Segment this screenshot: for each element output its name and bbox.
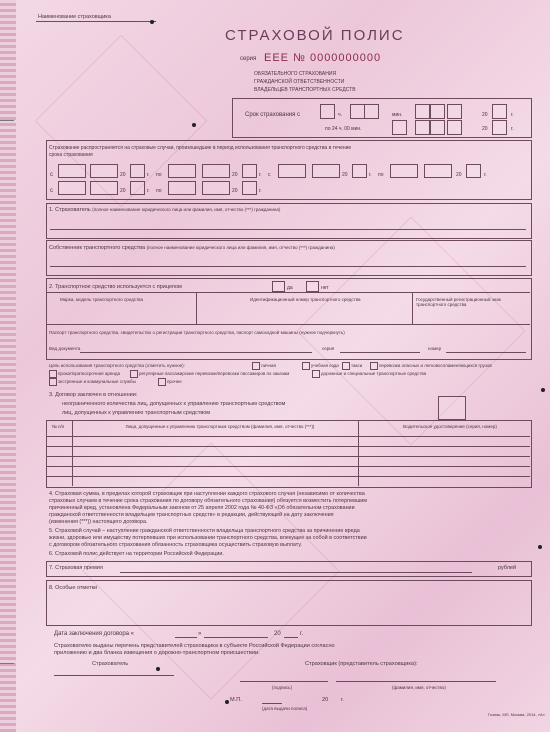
coverage-year-1: 20 [120,172,126,178]
issue-g-label: г. [341,697,344,703]
drivers-section-label: 3. Договор заключен в отношении: [49,392,138,398]
reference-tick [0,663,14,664]
contract-g-label: г. [300,631,304,637]
term-to-year-cell[interactable] [492,120,507,135]
coverage-to-cell-2[interactable] [202,164,230,178]
coverage-year-6: 20 [232,188,238,194]
term-to-day-cell-2[interactable] [415,120,430,135]
purpose-checkbox[interactable] [312,370,320,378]
coverage-po-2: по [378,172,384,178]
coverage-year-cell-6[interactable] [242,181,257,195]
coverage-to-cell-5[interactable] [168,181,196,195]
drivers-col-license: Водительское удостоверение (серия, номер) [403,424,497,429]
purpose-checkbox[interactable] [370,362,378,370]
term-to-month-cell-2[interactable] [447,120,462,135]
insurant-section [49,207,280,213]
coverage-g-5: г. [147,188,150,194]
coverage-to-cell-6[interactable] [202,181,230,195]
contract-month-line[interactable] [204,637,268,638]
term-min-label: мин. [392,112,403,118]
number-sign: № [293,52,306,64]
policy-serial [264,52,381,64]
term-day-cell-2[interactable] [430,104,445,119]
vehicle-doc-label: Вид документа [49,346,81,351]
coverage-g-6: г. [259,188,262,194]
coverage-year-cell-3[interactable] [352,164,367,178]
purpose-opt-personal: личная [261,363,276,368]
footer-list-2: приложению и два бланка извещения о дорожно-транспортном происшествии. [54,650,260,656]
table-row [46,436,530,437]
drivers-col-no: № п/п [52,424,65,429]
s4-line-3: причиненный вред, установлена Федеральным законом от 25 апреля 2002 года № 40-ФЗ «Об обязательном страховании [49,505,355,511]
reference-mark [156,667,160,671]
sign-hint: (подпись) [272,685,293,690]
insurant-hint: (полное наименование юридического лица или фамилия, имя, отчество (***) гражданина) [92,207,281,212]
coverage-from-cell-3[interactable] [278,164,306,178]
coverage-from-cell-6[interactable] [90,181,118,195]
drivers-unlimited: неограниченного количества лиц, допущенных к управлению транспортным средством [62,401,286,407]
term-h-label: ч. [338,112,342,118]
trailer-yes-checkbox[interactable] [272,281,285,292]
term-to-day-cell[interactable] [392,120,407,135]
trailer-no-label: нет [321,285,329,291]
premium-box [46,561,532,577]
table-row [46,446,530,447]
purpose-checkbox[interactable] [49,378,57,386]
purpose-opt-emergency: экстренные и коммунальные службы [58,379,136,384]
coverage-s-2: с [268,172,271,178]
reference-mark [225,700,229,704]
drivers-unlimited-checkbox[interactable] [438,396,466,420]
vehicle-col-plate: Государственный регистрационный знак транспортного средства [416,297,501,307]
coverage-g-2: г. [259,172,262,178]
insurant-label: 1. Страхователь [49,207,91,213]
vehicle-series-label: серия [322,346,335,351]
term-g-label: г. [511,112,514,118]
fio-hint: (фамилия, имя, отчество) [392,685,446,690]
owner-input-line[interactable] [50,266,526,267]
table-row [46,456,530,457]
trailer-yes-label: да [287,285,293,291]
term-to-g-label: г. [511,126,514,132]
coverage-g-4: г. [484,172,487,178]
s5-line-1: 5. Страховой случай – наступление гражданской ответственности владельца транспортного средства за причинение вреда [49,528,360,534]
s5-line-3: с договором обязательного страхования обязанность страховщика осуществить страховую выплату. [49,542,302,548]
reference-mark [150,20,154,24]
premium-label: 7. Страховая премия [49,565,103,571]
vehicle-series-line[interactable] [340,352,420,353]
purpose-opt-regular: регулярные пассажирские перевозки/перевозки пассажиров по заказам [139,371,290,376]
purpose-opt-training: учебная езда [311,363,339,368]
premium-input-line[interactable] [120,572,472,573]
stamp-label: М.П. [230,697,242,703]
owner-label: Собственник транспортного средства [49,245,146,251]
special-notes-label: 8. Особые отметки [49,585,98,591]
vehicle-divider-2 [46,324,530,325]
s6-line: 6. Страховой полис действует на территории Российской Федерации. [49,551,224,557]
premium-unit: рублей [498,565,517,571]
coverage-to-cell-1[interactable] [168,164,196,178]
term-label: Срок страхования с [245,112,301,118]
number-value: 0000000000 [309,52,382,64]
contract-day-line[interactable] [175,637,197,638]
drivers-table [46,420,532,488]
vehicle-doc-line[interactable] [80,352,312,353]
coverage-s-1: с [50,172,53,178]
purpose-checkbox[interactable] [49,370,57,378]
subtitle-1: ОБЯЗАТЕЛЬНОГО СТРАХОВАНИЯ [254,71,337,77]
coverage-text-1: Страхование распространяется на страховые случаи, произошедшие в период использования транспортного средства в течение [49,145,352,151]
subtitle-2: ГРАЖДАНСКОЙ ОТВЕТСТВЕННОСТИ [254,79,345,85]
term-day-cell[interactable] [415,104,430,119]
coverage-year-5: 20 [120,188,126,194]
insurer-name-label: Наименование страховщика [38,14,111,20]
issue-date-hint: (дата выдачи полиса) [262,706,308,711]
term-box [232,98,532,138]
term-month-cell[interactable] [447,104,462,119]
purpose-opt-road: дорожные и специальные транспортные средства [321,371,427,376]
security-stripe [0,0,16,732]
term-year-cell[interactable] [492,104,507,119]
coverage-from-cell-4[interactable] [312,164,340,178]
contract-year-prefix: 20 [274,631,281,637]
drivers-col-name: Лица, допущенные к управлению транспортным средством (фамилия, имя, отчество (***)) [125,424,315,429]
coverage-year-4: 20 [456,172,462,178]
coverage-year-cell-5[interactable] [130,181,145,195]
s4-line-1: 4. Страховая сумма, в пределах которой страховщик при наступлении каждого страхового случая (независимо от количества [49,491,365,497]
vehicle-col-divider-1 [196,292,197,324]
insurer-signature-line[interactable] [240,681,328,682]
contract-date-label: Дата заключения договора « [54,631,135,637]
coverage-year-2: 20 [232,172,238,178]
insurant-signature-label: Страхователь [92,661,129,667]
coverage-g-1: г. [147,172,150,178]
term-hour-cell[interactable] [320,104,335,119]
subtitle-3: ВЛАДЕЛЬЦЕВ ТРАНСПОРТНЫХ СРЕДСТВ [254,87,356,93]
term-to-label: по 24 ч. 00 мин. [325,126,362,132]
purpose-label: Цель использования транспортного средства (отметить нужное): [49,363,185,368]
vehicle-col-vin: Идентификационный номер транспортного средства [250,297,361,302]
purpose-opt-taxi: такси [351,363,363,368]
drivers-limited: лиц, допущенных к управлению транспортным средством [62,410,211,416]
trailer-label: 2. Транспортное средство используется с прицепом [49,284,182,290]
purpose-opt-dangerous: перевозка опасных и легковоспламеняющихся грузов [379,363,492,368]
owner-section [49,245,335,251]
series-value: ЕЕЕ [264,52,290,64]
coverage-from-cell-5[interactable] [58,181,86,195]
purpose-checkbox[interactable] [302,362,310,370]
coverage-g-3: г. [369,172,372,178]
coverage-text-2: срока страхования [49,152,93,158]
reference-tick [0,120,14,121]
owner-hint: (полное наименование юридического лица или фамилия, имя, отчество (***) гражданина) [146,245,335,250]
insurer-name-line [36,21,156,22]
coverage-to-cell-4[interactable] [424,164,452,178]
vehicle-col-model: Марка, модель транспортного средства [60,297,143,302]
term-to-year-prefix: 20 [482,126,488,132]
s5-line-2: жизни, здоровью или имуществу потерпевших при использовании транспортного средства, влекущее за собой в соответствии [49,535,367,541]
coverage-po-1: по [156,172,162,178]
s4-line-5: (изменения (***)) настоящего договора. [49,519,148,525]
policy-title: СТРАХОВОЙ ПОЛИС [225,27,405,44]
coverage-po-3: по [156,188,162,194]
s4-line-2: страховых случаев в течение срока страхования по договору обязательного страхования) обязуется возместить потерпевшим [49,498,367,504]
s4-line-4: гражданской ответственности владельцев транспортных средств» в редакции, действующей на дату заключения [49,512,334,518]
purpose-checkbox[interactable] [252,362,260,370]
footer-list-1: Страхователю выданы перечень представителей страховщика в субъекте Российской Федерации согласно [54,643,335,649]
coverage-year-cell-2[interactable] [242,164,257,178]
vehicle-passport: Паспорт транспортного средства, свидетельство о регистрации транспортного средства, паспорт самоходной машины (нужное подчеркнуть) [49,330,345,335]
reference-mark [541,388,545,392]
coverage-s-3: с [50,188,53,194]
table-row [46,466,530,467]
issue-year-prefix: 20 [322,697,329,703]
vehicle-divider [46,292,530,293]
term-to-month-cell[interactable] [430,120,445,135]
contract-date-close: » [198,631,202,637]
insurer-fio-line[interactable] [336,681,496,682]
term-year-prefix: 20 [482,112,488,118]
contract-year-line[interactable] [284,637,298,638]
coverage-year-3: 20 [342,172,348,178]
table-row [46,476,530,477]
coverage-year-cell-4[interactable] [466,164,481,178]
purpose-opt-rental: прокат/краткосрочная аренда [58,371,120,376]
vehicle-number-label: номер [428,346,442,351]
insurant-signature-line[interactable] [54,675,174,676]
term-min-cell-2[interactable] [364,104,379,119]
coverage-year-cell-1[interactable] [130,164,145,178]
insurer-signature-label: Страховщик (представитель страховщика): [305,661,418,667]
insurant-input-line[interactable] [50,229,526,230]
reference-mark [538,545,542,549]
vehicle-col-divider-2 [412,292,413,324]
coverage-to-cell-3[interactable] [390,164,418,178]
reference-mark [192,123,196,127]
vehicle-number-line[interactable] [446,352,526,353]
trailer-no-checkbox[interactable] [306,281,319,292]
purpose-opt-other: прочее [167,379,182,384]
coverage-from-cell-1[interactable] [58,164,86,178]
special-notes-box [46,580,532,626]
coverage-from-cell-2[interactable] [90,164,118,178]
form-code: Гознак, МП, Москва, 2014, «А» [488,712,545,717]
purpose-checkbox[interactable] [342,362,350,370]
series-label: серия [240,56,257,62]
purpose-checkbox[interactable] [158,378,166,386]
term-min-cell-1[interactable] [350,104,365,119]
purpose-checkbox[interactable] [130,370,138,378]
issue-day-line[interactable] [262,703,282,704]
